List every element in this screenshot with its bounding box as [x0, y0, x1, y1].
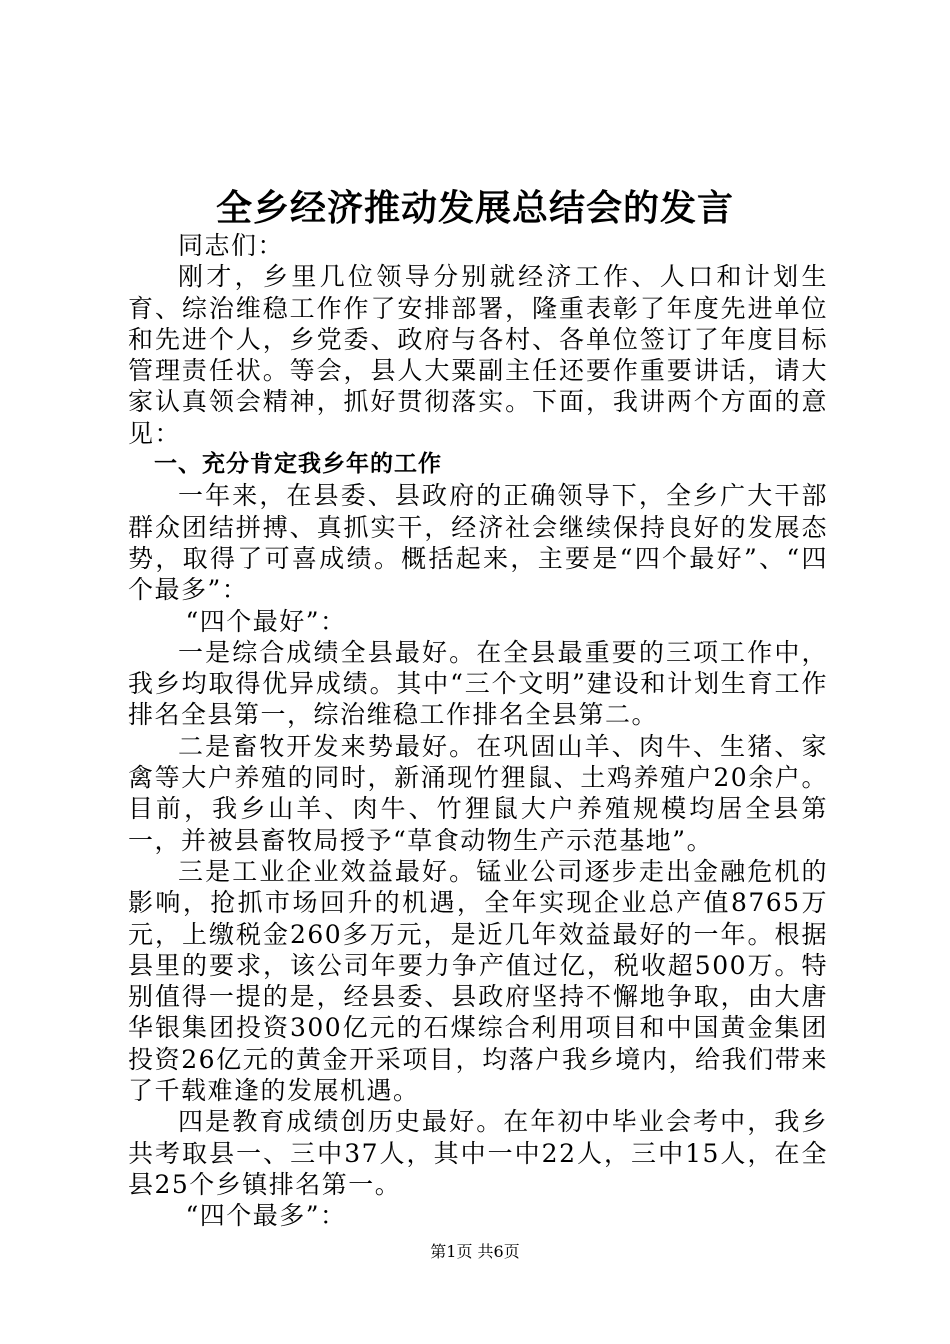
paragraph-point-4: 四是教育成绩创历史最好。在年初中毕业会考中，我乡共考取县一、三中37人，其中一中22人，三中15人，在全县25个乡镇排名第一。: [128, 1107, 828, 1199]
paragraph-intro: 刚才，乡里几位领导分别就经济工作、人口和计划生育、综治维稳工作作了安排部署，隆重表彰了年度先进单位和先进个人，乡党委、政府与各村、各单位签订了年度目标管理责任状。等会，县人大粟副主任还要作重要讲话，请大家认真领会精神，抓好贯彻落实。下面，我讲两个方面的意见：: [128, 262, 828, 448]
paragraph-point-2: 二是畜牧开发来势最好。在巩固山羊、肉牛、生猪、家禽等大户养殖的同时，新涌现竹狸鼠、土鸡养殖户20余户。目前，我乡山羊、肉牛、竹狸鼠大户养殖规模均居全县第一，并被县畜牧局授予“草食动物生产示范基地”。: [128, 731, 828, 855]
document-title: 全乡经济推动发展总结会的发言: [215, 188, 734, 229]
page-footer: 第1页 共6页: [430, 1242, 520, 1261]
paragraph-point-3: 三是工业企业效益最好。锰业公司逐步走出金融危机的影响，抢抓市场回升的机遇，全年实现企业总产值8765万元，上缴税金260多万元，是近几年效益最好的一年。根据县里的要求，该公司年要力争产值过亿，税收超500万。特别值得一提的是，经县委、县政府坚持不懈地争取，由大唐华银集团投资300亿元的石煤综合利用项目和中国黄金集团投资26亿元的黄金开采项目，均落户我乡境内，给我们带来了千载难逢的发展机遇。: [128, 856, 828, 1106]
section-heading-1: 一、充分肯定我乡年的工作: [154, 451, 442, 478]
subheading-four-most: “四个最多”：: [185, 1201, 347, 1231]
paragraph-summary: 一年来，在县委、县政府的正确领导下，全乡广大干部群众团结拼搏、真抓实干，经济社会继续保持良好的发展态势，取得了可喜成绩。概括起来，主要是“四个最好”、“四个最多”：: [128, 481, 828, 605]
paragraph-point-1: 一是综合成绩全县最好。在全县最重要的三项工作中，我乡均取得优异成绩。其中“三个文明”建设和计划生育工作排名全县第一，综治维稳工作排名全县第二。: [128, 637, 828, 730]
document-body: [128, 230, 828, 1232]
salutation: 同志们：: [178, 231, 285, 260]
subheading-four-best: “四个最好”：: [185, 606, 347, 636]
